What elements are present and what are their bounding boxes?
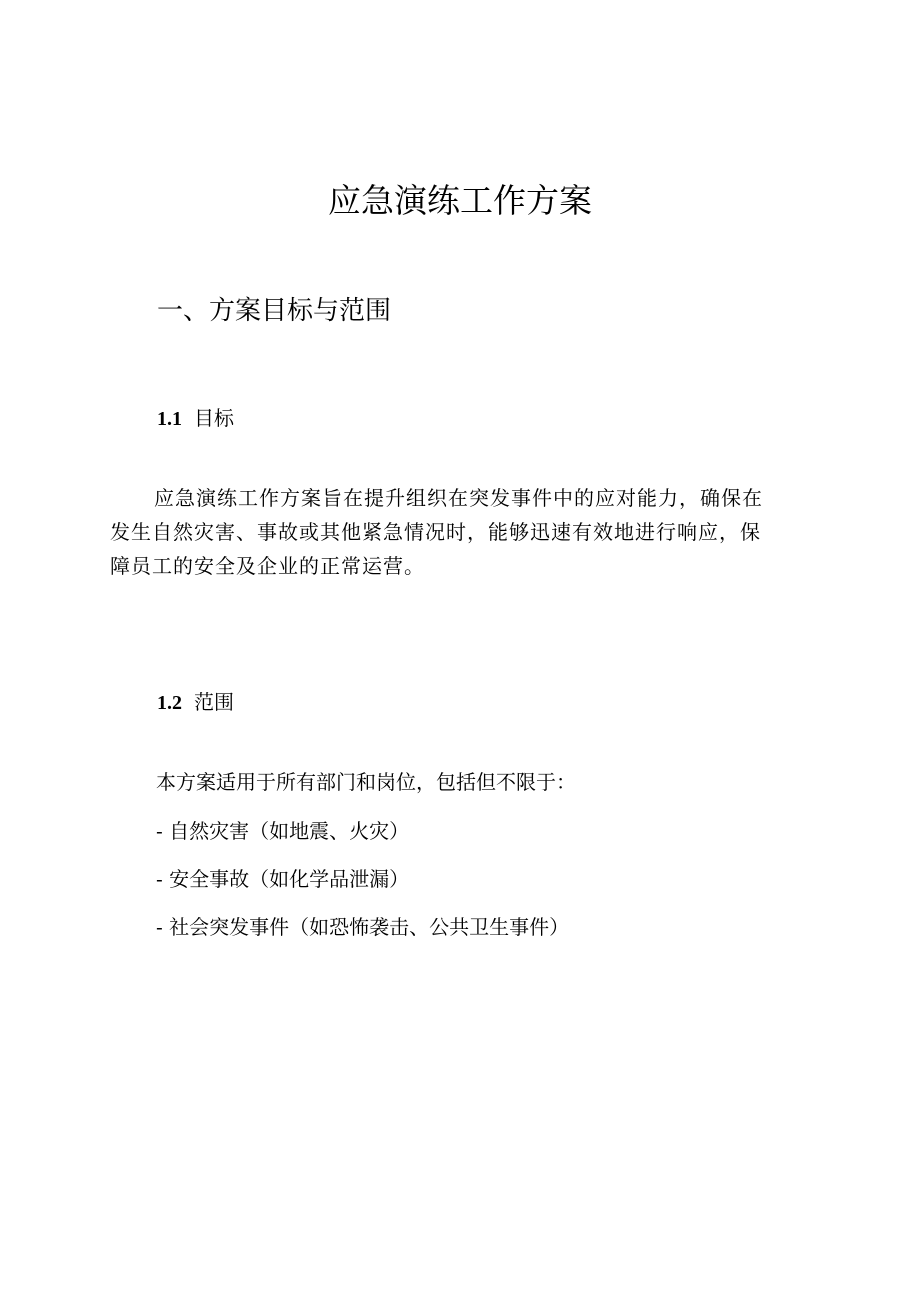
paragraph-line: 障员工的安全及企业的正常运营。	[110, 554, 425, 578]
subsection-title: 范围	[194, 690, 234, 714]
subsection-heading-scope	[157, 688, 234, 717]
document-title: 应急演练工作方案	[328, 181, 592, 220]
subsection-heading-goal	[157, 404, 234, 433]
section-heading: 一、方案目标与范围	[157, 296, 392, 326]
list-item: - 社会突发事件（如恐怖袭击、公共卫生事件）	[156, 915, 570, 939]
paragraph-line: 应急演练工作方案旨在提升组织在突发事件中的应对能力，确保在	[154, 486, 763, 510]
subsection-number: 1.2	[157, 692, 182, 714]
goal-paragraph	[110, 481, 826, 583]
scope-list	[156, 814, 569, 958]
subsection-title: 目标	[194, 406, 234, 430]
subsection-number: 1.1	[157, 408, 182, 430]
scope-intro: 本方案适用于所有部门和岗位，包括但不限于：	[156, 770, 576, 794]
paragraph-line: 发生自然灾害、事故或其他紧急情况时，能够迅速有效地进行响应，保	[110, 520, 761, 544]
list-item: - 安全事故（如化学品泄漏）	[156, 867, 410, 891]
list-item: - 自然灾害（如地震、火灾）	[156, 819, 410, 843]
